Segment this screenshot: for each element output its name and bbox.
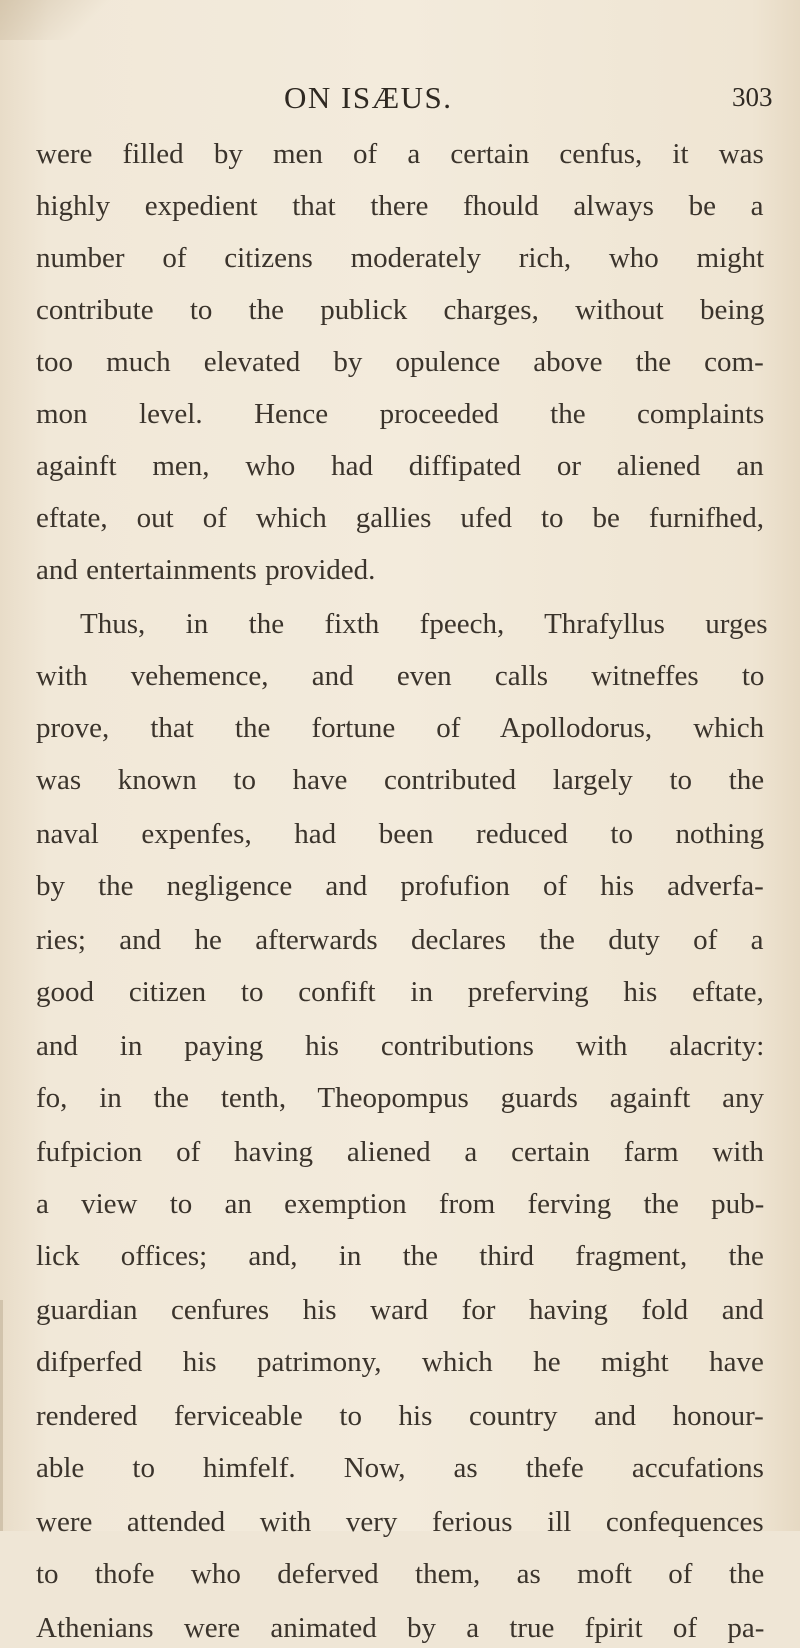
- text-line: mon level. Hence proceeded the complaints: [36, 398, 765, 430]
- text-line: with vehemence, and even calls witneffes to: [36, 660, 765, 692]
- page-number: 303: [732, 82, 773, 112]
- binding-edge: [0, 1300, 3, 1531]
- text-line: rendered ferviceable to his country and honour-: [36, 1400, 764, 1432]
- text-line: able to himfelf. Now, as thefe accufations: [36, 1452, 764, 1484]
- text-line: fufpicion of having aliened a certain farm with: [36, 1136, 764, 1168]
- text-line: eftate, out of which gallies ufed to be furnifhed,: [36, 502, 765, 534]
- text-line: and entertainments provided.: [36, 554, 376, 586]
- text-line: by the negligence and profufion of his adverfa-: [36, 870, 764, 902]
- text-line: to thofe who deferved them, as moft of the: [36, 1558, 765, 1590]
- text-line: prove, that the fortune of Apollodorus, which: [36, 712, 765, 744]
- text-line: was known to have contributed largely to the: [36, 764, 765, 796]
- text-line: contribute to the publick charges, without being: [36, 294, 765, 326]
- text-line: guardian cenfures his ward for having fold and: [36, 1294, 764, 1326]
- text-line: too much elevated by opulence above the com-: [36, 346, 764, 378]
- text-line: were filled by men of a certain cenfus, it was: [36, 138, 764, 170]
- text-line: Athenians were animated by a true fpirit of pa-: [36, 1612, 765, 1644]
- text-line: and in paying his contributions with alacrity:: [36, 1030, 765, 1062]
- text-line: difperfed his patrimony, which he might have: [36, 1346, 764, 1378]
- text-line: number of citizens moderately rich, who might: [36, 242, 765, 274]
- text-line: good citizen to confift in preferving his eftate,: [36, 976, 764, 1008]
- running-title: ON ISÆUS.: [284, 80, 453, 115]
- text-line: ries; and he afterwards declares the duty of a: [36, 924, 764, 956]
- text-line: a view to an exemption from ferving the pub-: [36, 1188, 765, 1220]
- text-line: Thus, in the fixth fpeech, Thrafyllus urges: [80, 608, 768, 640]
- text-line: naval expenfes, had been reduced to nothing: [36, 818, 765, 850]
- text-line: lick offices; and, in the third fragment, the: [36, 1240, 764, 1272]
- text-line: fo, in the tenth, Theopompus guards againft any: [36, 1082, 764, 1114]
- text-line: againft men, who had diffipated or aliened an: [36, 450, 764, 482]
- text-line: highly expedient that there fhould always be a: [36, 190, 764, 222]
- page-header: [0, 80, 800, 120]
- text-line: were attended with very ferious ill confequences: [36, 1506, 764, 1538]
